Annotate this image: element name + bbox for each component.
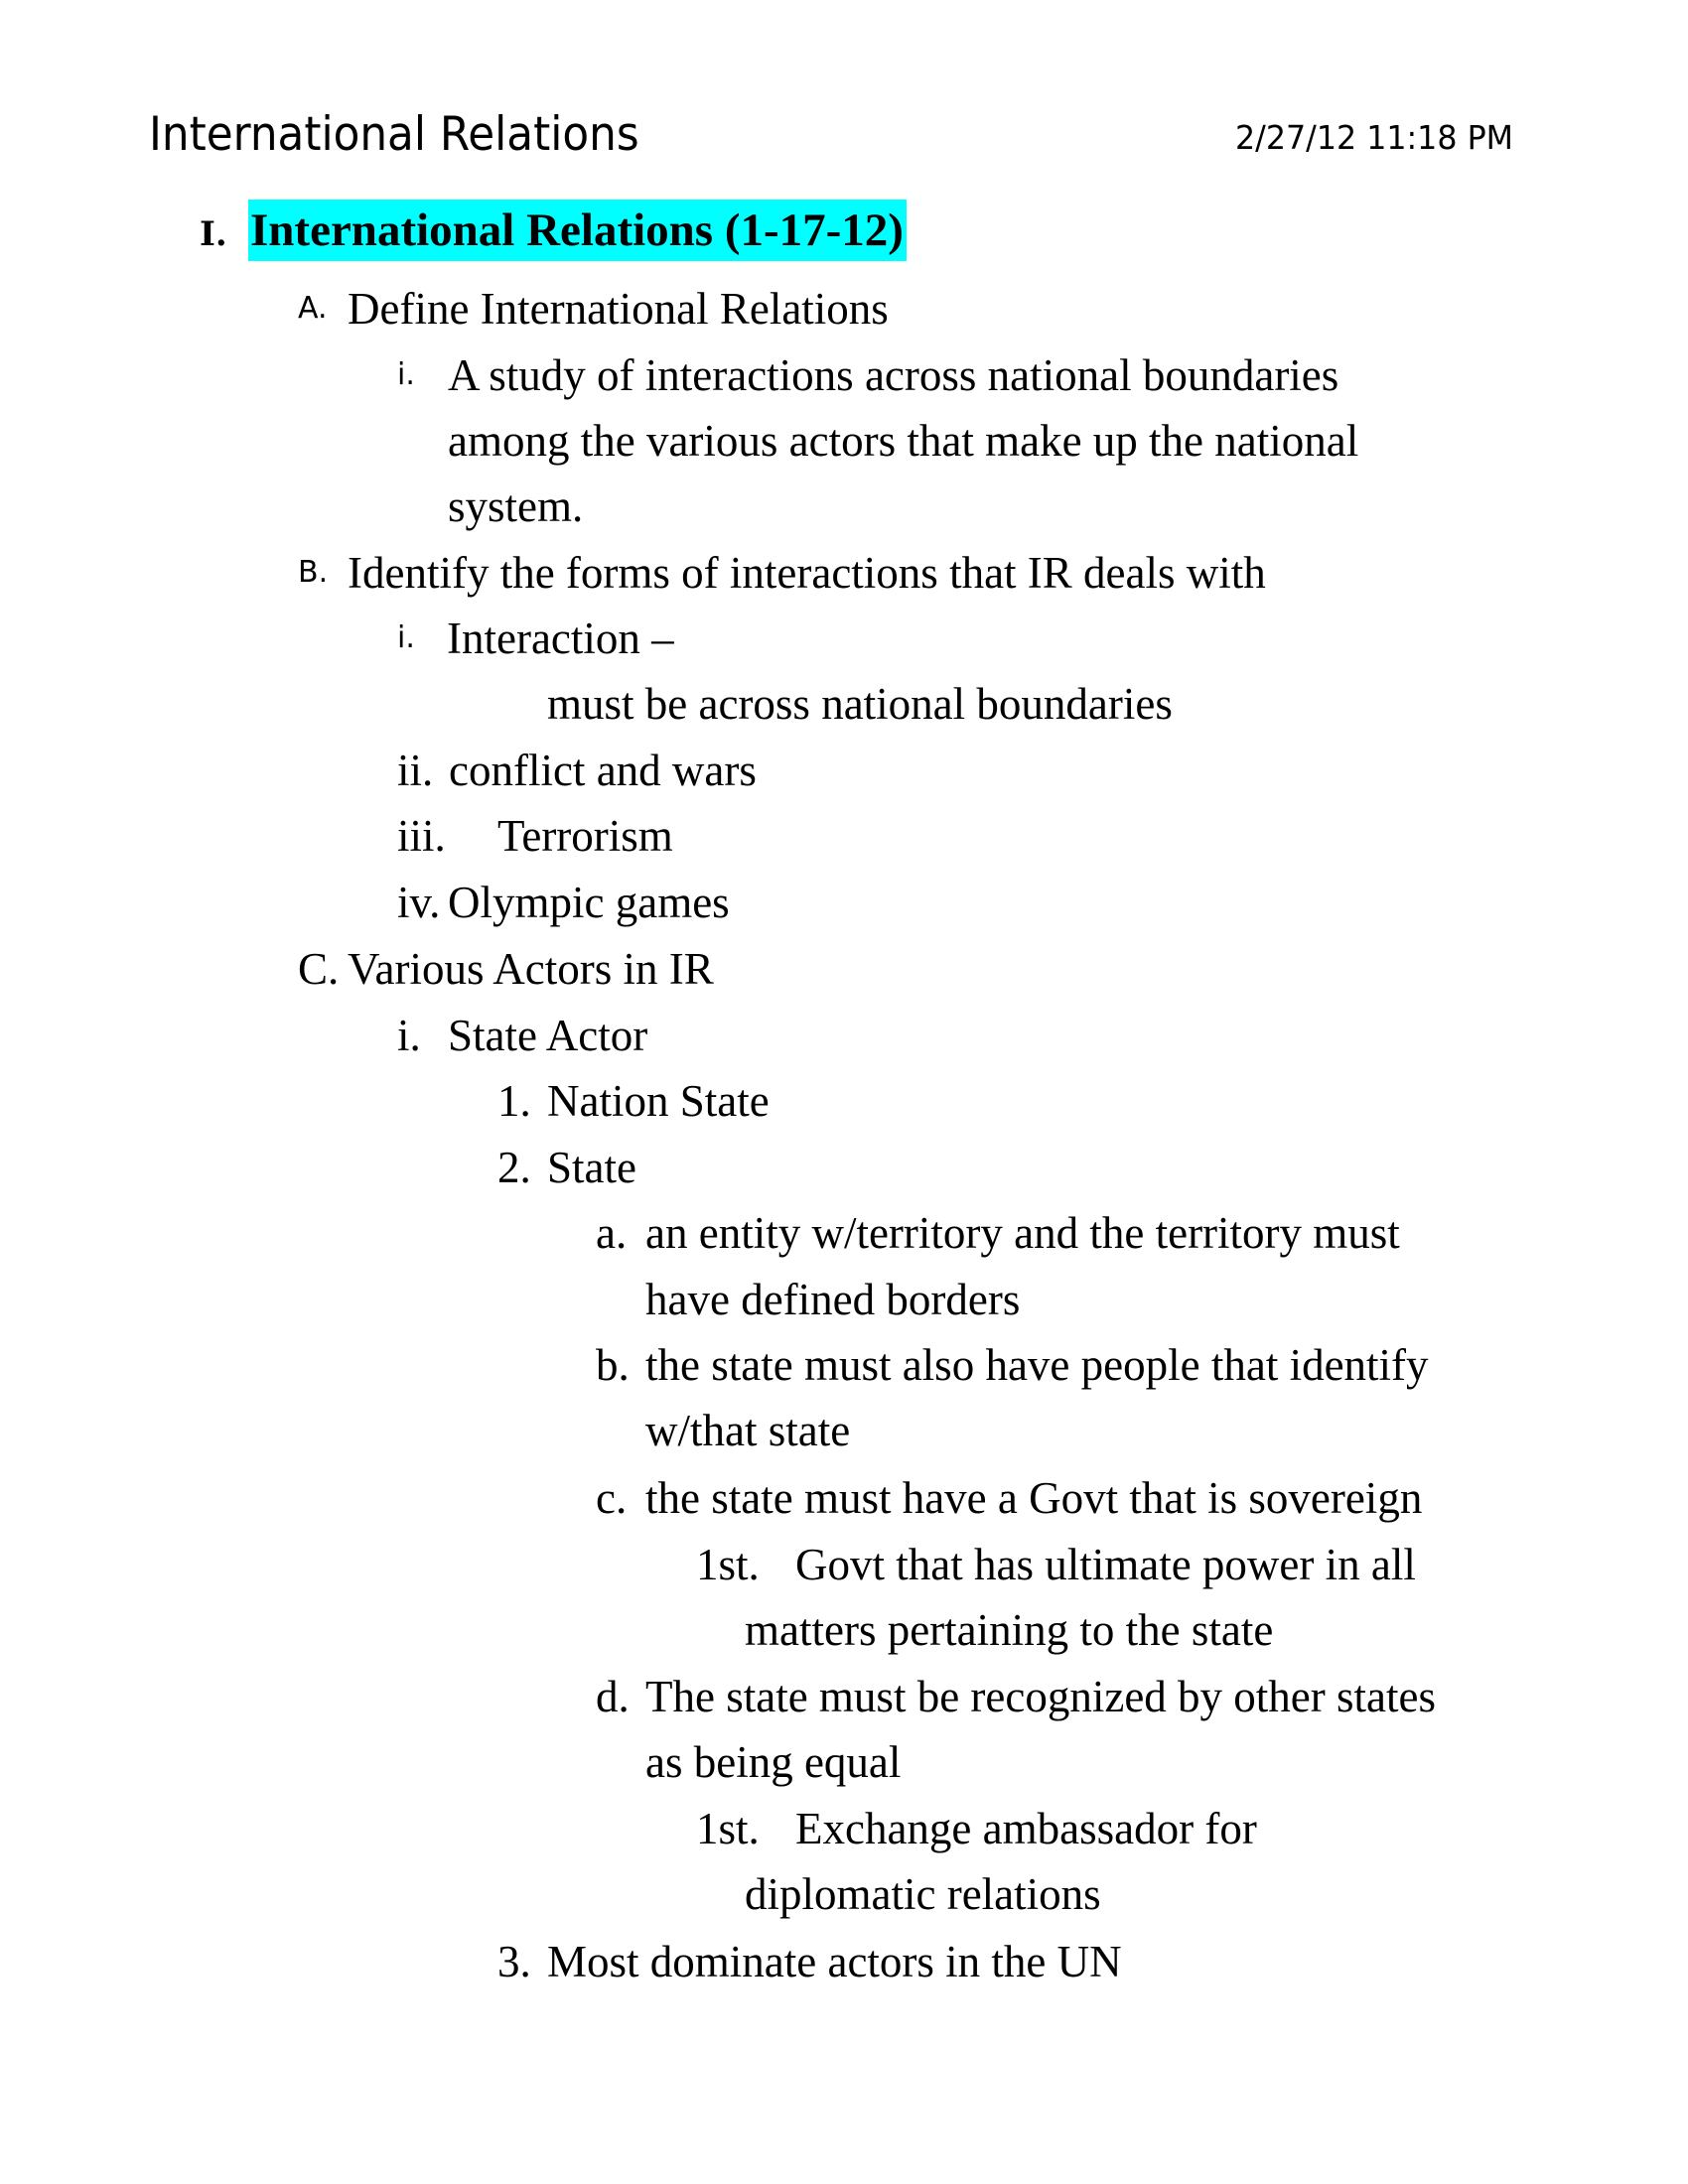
outline-item-state-c-1st-line1: Govt that has ultimate power in all bbox=[795, 1540, 1416, 1589]
outline-label-state-d-1st: 1st. bbox=[696, 1804, 760, 1853]
outline-item-C-i-3: Most dominate actors in the UN bbox=[547, 1937, 1122, 1986]
outline-label-C-i-1: 1. bbox=[497, 1076, 531, 1126]
outline-label-A-i: i. bbox=[397, 357, 415, 392]
outline-item-C-i-1: Nation State bbox=[547, 1076, 770, 1126]
outline-item-C-i-2: State bbox=[547, 1143, 636, 1192]
outline-label-C-i-3: 3. bbox=[497, 1937, 531, 1986]
outline-item-state-b-line1: the state must also have people that identify bbox=[645, 1340, 1429, 1390]
outline-label-B-iii: iii. bbox=[397, 811, 446, 861]
outline-item-B-iv: Olympic games bbox=[448, 878, 730, 927]
outline-label-A: A. bbox=[298, 291, 328, 326]
outline-item-A-i-line2: among the various actors that make up the national bbox=[448, 416, 1359, 466]
outline-item-B-iii: Terrorism bbox=[497, 811, 673, 861]
outline-label-state-d: d. bbox=[596, 1672, 630, 1721]
outline-item-C: Various Actors in IR bbox=[348, 944, 714, 994]
outline-item-state-a-line2: have defined borders bbox=[645, 1275, 1021, 1324]
outline-label-C: C. bbox=[298, 944, 340, 994]
section-heading-highlighted: International Relations (1-17-12) bbox=[248, 200, 907, 261]
outline-item-B-i: Interaction – bbox=[447, 614, 674, 663]
outline-item-B-ii: conflict and wars bbox=[449, 746, 757, 795]
outline-item-A-i-line1: A study of interactions across national boundaries bbox=[448, 350, 1339, 400]
outline-label-B-ii: ii. bbox=[397, 746, 434, 795]
outline-label-state-c-1st: 1st. bbox=[696, 1540, 760, 1589]
outline-item-B-i-sub: must be across national boundaries bbox=[547, 679, 1173, 729]
outline-item-state-d-1st-line1: Exchange ambassador for bbox=[795, 1804, 1257, 1853]
outline-label-state-a: a. bbox=[596, 1208, 628, 1258]
outline-item-state-d-1st-line2: diplomatic relations bbox=[745, 1869, 1101, 1919]
timestamp: 2/27/12 11:18 PM bbox=[1235, 118, 1514, 157]
outline-label-B-iv: iv. bbox=[397, 878, 441, 927]
outline-item-B: Identify the forms of interactions that IR deals with bbox=[348, 548, 1266, 598]
outline-item-state-c-line1: the state must have a Govt that is sovereign bbox=[645, 1473, 1423, 1523]
outline-label-state-c: c. bbox=[596, 1473, 628, 1523]
document-title: International Relations bbox=[149, 107, 639, 162]
outline-item-A-i-line3: system. bbox=[448, 481, 584, 531]
outline-item-state-d-line1: The state must be recognized by other states bbox=[645, 1672, 1436, 1721]
outline-label-state-b: b. bbox=[596, 1340, 630, 1390]
outline-label-C-i-2: 2. bbox=[497, 1143, 531, 1192]
outline-item-state-a-line1: an entity w/territory and the territory must bbox=[645, 1208, 1400, 1258]
outline-item-A: Define International Relations bbox=[348, 284, 889, 334]
section-label: I. bbox=[200, 214, 227, 254]
outline-label-B-i: i. bbox=[397, 620, 415, 655]
outline-label-C-i: i. bbox=[397, 1011, 421, 1060]
outline-item-state-b-line2: w/that state bbox=[645, 1406, 851, 1455]
outline-label-B: B. bbox=[298, 555, 329, 590]
outline-item-C-i: State Actor bbox=[448, 1011, 648, 1060]
outline-item-state-d-line2: as being equal bbox=[645, 1737, 902, 1787]
outline-item-state-c-1st-line2: matters pertaining to the state bbox=[745, 1605, 1274, 1655]
